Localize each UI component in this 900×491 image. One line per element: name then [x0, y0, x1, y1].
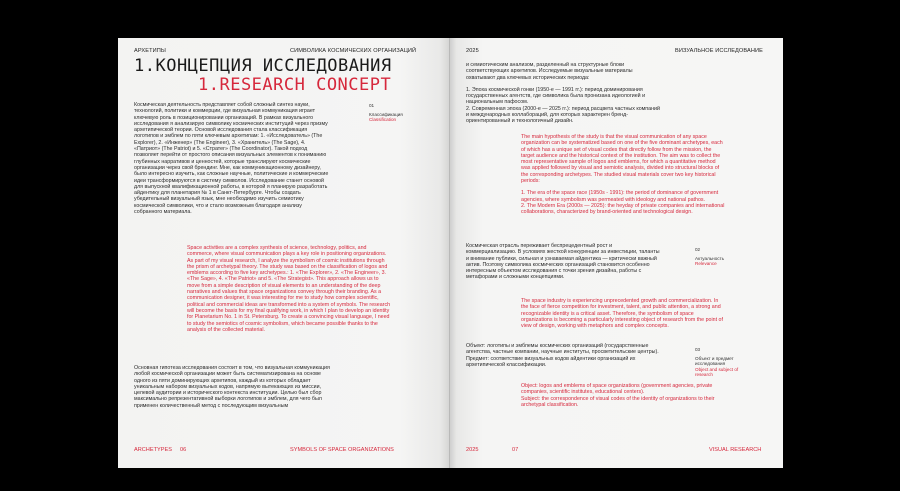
- list-item-ru-1: 1. Эпоха космической гонки (1950-е — 1991 гг.): период доминирования государственных агентств, где символика была пронизана идеологией и национальным пафосом.: [466, 86, 646, 106]
- body-text-en-2: [521, 298, 726, 329]
- running-header-left: 2025: [466, 48, 479, 54]
- paragraph-en-3b: Subject: the correspondence of visual codes of the identity of organizations to their archetypal classification.: [521, 395, 715, 408]
- body-text-en-3: [521, 383, 726, 408]
- right-page: [450, 38, 783, 468]
- body-text-ru: [466, 62, 662, 125]
- footer-title: SYMBOLS OF SPACE ORGANIZATIONS: [290, 447, 394, 453]
- page-number: 06: [180, 447, 187, 453]
- side-note-object-subject: [695, 347, 755, 378]
- page-number: 07: [512, 447, 519, 453]
- side-note-label-en: Relevance: [695, 261, 717, 267]
- list-item-en-1: 1. The era of the space race (1950s - 1991): the period of dominance of government agencies, where symbolism was permeated with ideology and national pathos.: [521, 190, 719, 203]
- section-title-en: 1.RESEARCH CONCEPT: [198, 75, 392, 95]
- paragraph-ru-1: Космическая деятельность представляет собой сложный синтез науки, технологий, политики и коммерции, где визуальная коммуникация играет ключевую роль в позиционировании организаций. В рамках визуального исследования я анализирую символику космических институций через призму архетипической теории. Основой исследования стала классификация логотипов и эмблем по пяти ключевым архетипам: 1. «Исследователь» (The Explorer), 2. «Инженер» (The Engineer), 3. «Хранитель» (The Sage), 4. «Патриот» (The Patriot) и 5. «Стратег» (The Coordinator). Такой подход позволяет перейти от простого описания визуальных элементов к пониманию глубинных нарративов и ценностей, которые транслируют космические организации через свой брендинг. Мне, как коммуникационному дизайнеру, было интересно изучить, как сложные научные, политические и коммерческие идеи трансформируются в систему символов. Исследование станет основой для выпускной квалификационной работы, в которой я планирую разработать айдентику для планетария № 1 в Санкт-Петербурге. Чтобы создать убедительный визуальный язык, мне необходимо изучить семиотику космической символики, что и стало возможным благодаря анализу собранного материала.: [134, 102, 329, 216]
- body-text-ru-3: [466, 343, 662, 368]
- side-note-number: 01: [369, 103, 375, 108]
- side-note-label-en: Classification: [369, 117, 397, 123]
- paragraph-ru-2: Космическая отрасль переживает беспрецедентный рост и коммерциализацию. В условиях жесткой конкуренции за инвестиции, таланты и внимание публики, сильная и узнаваемая айдентика — критически важный актив. Поэтому символика космических организаций становится особенно интересным объектом исследования с точки зрения дизайна, работы с метафорами и сложными концепциями.: [466, 243, 660, 281]
- paragraph-en-2: The space industry is experiencing unprecedented growth and commercialization. In the face of fierce competition for investment, talent, and public attention, a strong and recognizable identity is a critical asset. Therefore, the symbolism of space organizations is becoming a particularly interesting object of research from the point of view of design, working with metaphors and complex concepts.: [521, 298, 723, 330]
- body-text-ru-2: [466, 243, 662, 281]
- side-note-classification: [369, 103, 429, 123]
- running-header-left: АРХЕТИПЫ: [134, 48, 166, 54]
- footer-year: 2025: [466, 447, 479, 453]
- side-note-number: 02: [695, 247, 701, 252]
- running-header-right: ВИЗУАЛЬНОЕ ИССЛЕДОВАНИЕ: [675, 48, 763, 54]
- list-item-ru-2: 2. Современная эпоха (2000-е — 2025 гг.): период расцвета частных компаний и международных коллабораций, для которых характерен бренд-ориентированный и технологичный дизайн.: [466, 105, 660, 125]
- side-note-label-ru: Классификация: [369, 111, 403, 117]
- side-note-label-ru: Объект и предмет исследования: [695, 355, 734, 367]
- magazine-spread: [118, 38, 783, 468]
- body-text-en: [187, 245, 392, 333]
- left-page: [118, 38, 450, 468]
- footer-title: VISUAL RESEARCH: [709, 447, 762, 453]
- paragraph-en-1: The main hypothesis of the study is that the visual communication of any space organization can be systematized based on one of the five dominant archetypes, each of which has a unique set of visual codes that directly follow from the mission, the target audience and the historical context of the institution. The aim was to collect the most representative sample of logos and emblems, for which a quantitative method was applied followed by visual and semiotic analysis, divided into structural blocks of the corresponding archetypes. The studied visual materials cover two key historical periods:: [521, 134, 723, 185]
- body-text-ru: [134, 102, 330, 215]
- section-title-ru: 1.КОНЦЕПЦИЯ ИССЛЕДОВАНИЯ: [134, 56, 392, 76]
- paragraph-en-3a: Object: logos and emblems of space organizations (government agencies, private companies, scientific institutes, educational centers).: [521, 383, 713, 396]
- body-text-ru-2: [134, 365, 330, 409]
- side-note-number: 03: [695, 347, 701, 352]
- side-note-label-en: Object and subject of research: [695, 366, 739, 378]
- paragraph-ru-1: и семиотическим анализом, разделенный на структурные блоки соответствующих архетипов. Исследуемые визуальные материалы охватывают два ключевых исторических периода:: [466, 62, 633, 81]
- paragraph-ru-3: Объект: логотипы и эмблемы космических организаций (государственные агентства, частные компании, научные институты, просветительские центры). Предмет: соответствие визуальных кодов айдентики организаций их архетипической классификации.: [466, 343, 659, 368]
- footer-section: ARCHETYPES: [134, 447, 172, 453]
- paragraph-en-1: Space activities are a complex synthesis of science, technology, politics, and commerce, where visual communication plays a key role in positioning organizations. As part of my visual research, I analyze the symbolism of cosmic institutions through the prism of archetypal theory. The study was based on the classification of logos and emblems according to five key archetypes.: 1. «The Explorer», 2. «The Engineer», 3. «The Sage», 4. «The Patriot» and 5. «The Strategist». This approach allows us to move from a simple description of visual elements to an understanding of the deep narratives and values that space organizations convey through their branding. As a communication designer, it was interesting for me to study how complex scientific, political and commercial ideas are transformed into a system of symbols. The research will become the basis for my final qualifying work, in which I plan to develop an identity for Planetarium No. 1 in St. Petersburg. To create a convincing visual language, I need to study the semiotics of cosmic symbolism, which became possible thanks to the analysis of the collected material.: [187, 245, 391, 333]
- running-header-right: СИМВОЛИКА КОСМИЧЕСКИХ ОРГАНИЗАЦИЙ: [290, 48, 417, 54]
- side-note-relevance: [695, 247, 765, 267]
- paragraph-ru-2: Основная гипотеза исследования состоит в том, что визуальная коммуникация любой космической организации может быть систематизирована на основе одного из пяти доминирующих архетипов, каждый из которых обладает уникальным набором визуальных кодов, напрямую вытекающих из миссии, целевой аудитории и исторического контекста институции. Целью был сбор максимально репрезентативной выборки логотипов и эмблем, для чего был применен количественный метод с последующим визуальным: [134, 365, 330, 409]
- side-note-label-ru: Актуальность: [695, 255, 725, 261]
- body-text-en: [521, 134, 726, 216]
- list-item-en-2: 2. The Modern Era (2000s — 2025): the heyday of private companies and international collaborations, characterized by brand-oriented and technological design.: [521, 202, 725, 216]
